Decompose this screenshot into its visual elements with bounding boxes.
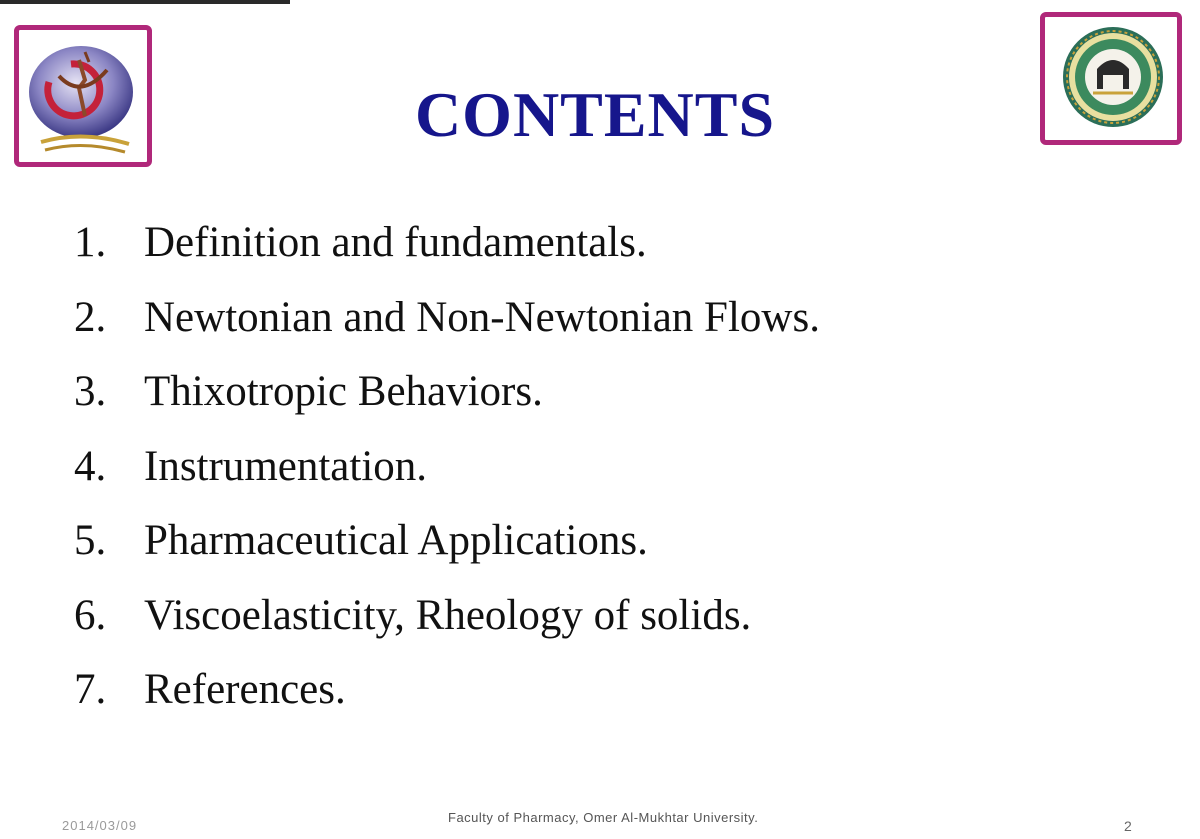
footer-institution: Faculty of Pharmacy, Omer Al-Mukhtar University. [448,810,759,825]
item-number: 7. [74,666,107,713]
item-text: Viscoelasticity, Rheology of solids. [144,591,752,639]
item-text: Newtonian and Non-Newtonian Flows. [144,293,820,341]
university-seal-icon [1045,17,1177,140]
list-item [74,293,820,368]
item-number: 5. [74,517,107,564]
item-text: References. [144,666,346,713]
slide-title: CONTENTS [414,79,776,150]
list-item [74,516,820,591]
list-item [74,218,820,293]
item-number: 3. [74,368,107,415]
list-item [74,442,820,517]
item-text: Instrumentation. [144,442,428,490]
pharmacy-faculty-logo-icon [19,30,147,162]
faculty-logo [14,25,152,167]
contents-list [74,218,820,740]
item-text: Definition and fundamentals. [144,219,647,266]
item-number: 6. [74,591,107,639]
item-number: 1. [74,219,107,266]
list-item [74,591,820,666]
page-number: 2 [1124,818,1132,834]
list-item [74,367,820,442]
item-text: Pharmaceutical Applications. [144,517,648,564]
item-text: Thixotropic Behaviors. [144,368,543,415]
footer-date: 2014/03/09 [62,818,138,833]
item-number: 2. [74,293,107,341]
list-item [74,665,820,740]
university-logo [1040,12,1182,145]
top-edge-strip [0,0,290,4]
item-number: 4. [74,442,107,490]
